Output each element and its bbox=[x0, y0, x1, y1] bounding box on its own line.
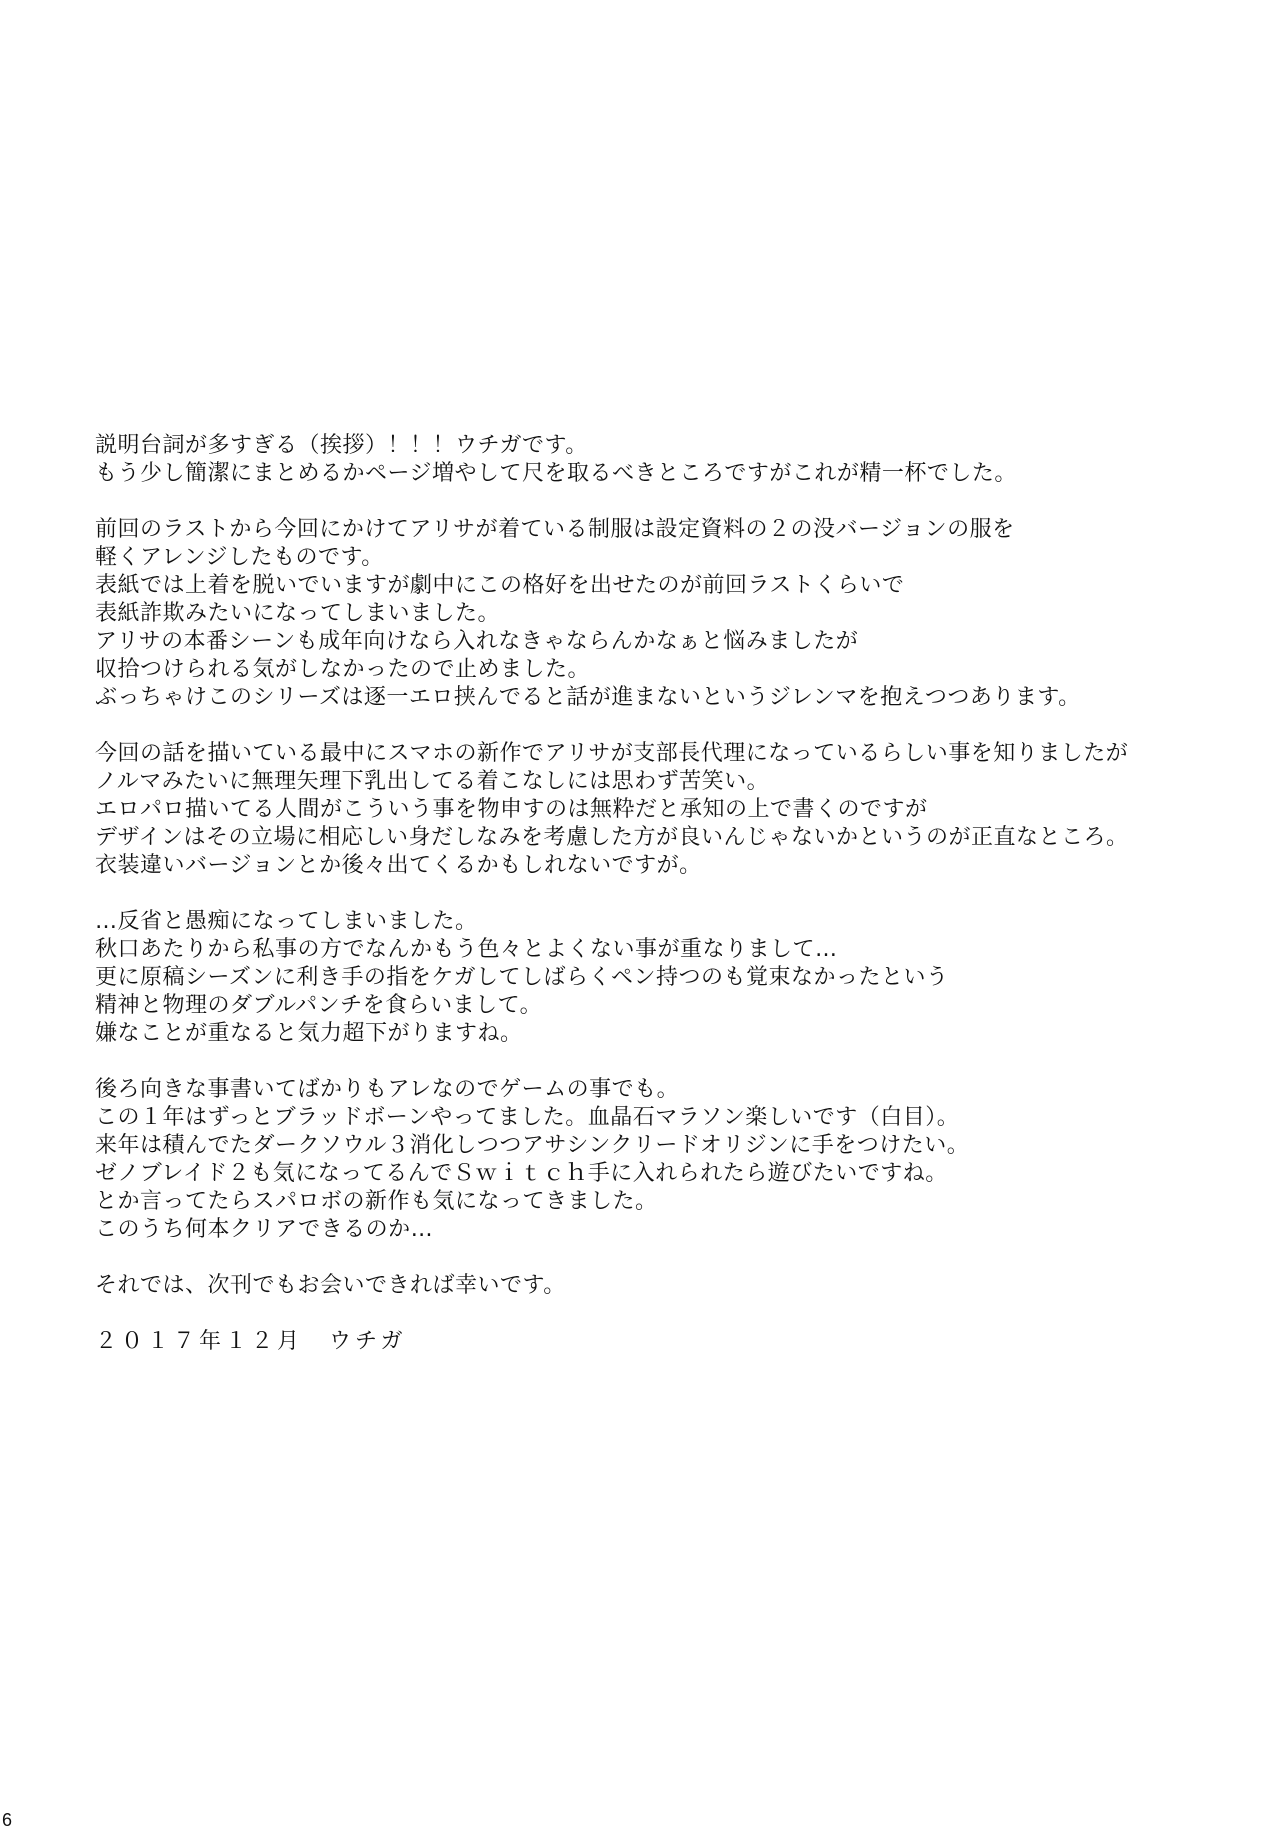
text-line: ゼノブレイド２も気になってるんでＳｗｉｔｃｈ手に入れられたら遊びたいですね。 bbox=[95, 1161, 948, 1186]
text-line: 収拾つけられる気がしなかったので止めました。 bbox=[95, 657, 591, 682]
text-line: 後ろ向きな事書いてばかりもアレなのでゲームの事でも。 bbox=[95, 1077, 680, 1102]
text-line: アリサの本番シーンも成年向けなら入れなきゃならんかなぁと悩みましたが bbox=[95, 629, 859, 654]
text-line: 衣装違いバージョンとか後々出てくるかもしれないですが。 bbox=[95, 853, 702, 878]
text-line: 前回のラストから今回にかけてアリサが着ている制服は設定資料の２の没バージョンの服を bbox=[95, 517, 1015, 542]
text-line: 表紙では上着を脱いでいますが劇中にこの格好を出せたのが前回ラストくらいで bbox=[95, 573, 905, 598]
text-line: もう少し簡潔にまとめるかページ増やして尺を取るべきところですがこれが精一杯でした。 bbox=[95, 461, 1017, 486]
text-line: 説明台詞が多すぎる（挨拶）！！！ウチガです。 bbox=[95, 433, 588, 458]
paragraph-design bbox=[95, 740, 1215, 880]
text-line: ノルマみたいに無理矢理下乳出してる着こなしには思わず苦笑い。 bbox=[95, 769, 770, 794]
text-line: 更に原稿シーズンに利き手の指をケガしてしばらくペン持つのも覚束なかったという bbox=[95, 965, 949, 990]
text-line: 表紙詐欺みたいになってしまいました。 bbox=[95, 601, 501, 626]
text-line: ぶっちゃけこのシリーズは逐一エロ挟んでると話が進まないというジレンマを抱えつつあります。 bbox=[95, 685, 1081, 710]
paragraph-games bbox=[95, 1076, 1215, 1244]
text-line: 秋口あたりから私事の方でなんかもう色々とよくない事が重なりまして… bbox=[95, 937, 838, 962]
text-line: …反省と愚痴になってしまいました。 bbox=[95, 909, 478, 934]
paragraph-reflection bbox=[95, 908, 1215, 1048]
text-line: とか言ってたらスパロボの新作も気になってきました。 bbox=[95, 1189, 658, 1214]
paragraph-uniform bbox=[95, 516, 1215, 712]
text-line: この１年はずっとブラッドボーンやってました。血晶石マラソン楽しいです（白目）。 bbox=[95, 1105, 960, 1130]
text-line: 精神と物理のダブルパンチを食らいまして。 bbox=[95, 993, 543, 1018]
page-number: 6 bbox=[2, 1810, 13, 1830]
text-line: 軽くアレンジしたものです。 bbox=[95, 545, 384, 570]
paragraph-greeting bbox=[95, 432, 1215, 488]
text-line: 来年は積んでたダークソウル３消化しつつアサシンクリードオリジンに手をつけたい。 bbox=[95, 1133, 970, 1158]
text-line: 今回の話を描いている最中にスマホの新作でアリサが支部長代理になっているらしい事を知りましたが bbox=[95, 741, 1129, 766]
text-line: 嫌なことが重なると気力超下がりますね。 bbox=[95, 1021, 523, 1046]
afterword-text bbox=[95, 432, 1215, 1356]
text-line: このうち何本クリアできるのか… bbox=[95, 1217, 434, 1242]
text-line: デザインはその立場に相応しい身だしなみを考慮した方が良いんじゃないかというのが正直なところ。 bbox=[95, 825, 1129, 850]
text-line: それでは、次刊でもお会いできれば幸いです。 bbox=[95, 1273, 566, 1298]
signature-date: ２０１７年１２月 ウチガ bbox=[95, 1329, 407, 1354]
text-line: エロパロ描いてる人間がこういう事を物申すのは無粋だと承知の上で書くのですが bbox=[95, 797, 928, 822]
paragraph-closing bbox=[95, 1272, 1215, 1300]
